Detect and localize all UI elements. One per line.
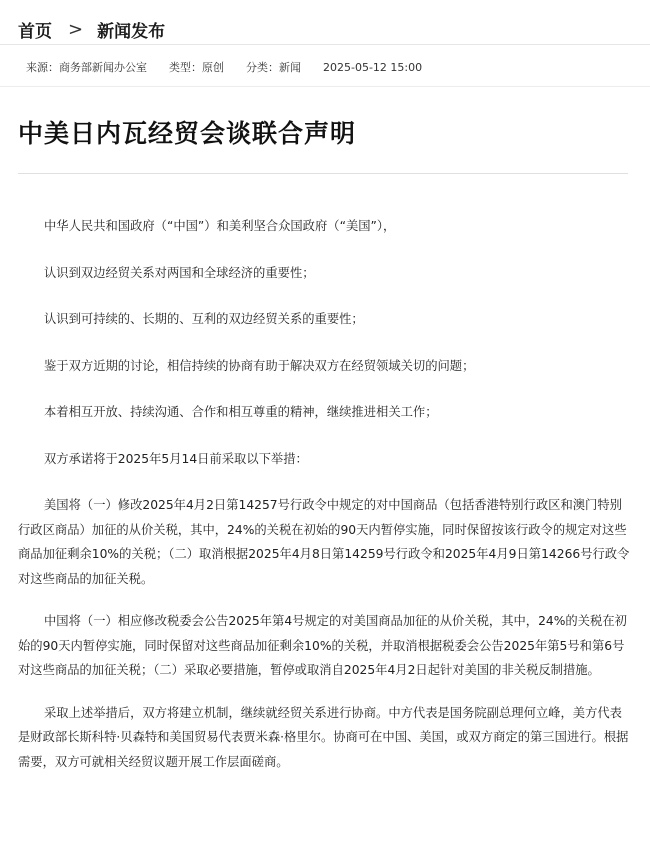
meta-type: 类型：原创: [169, 61, 224, 74]
article-paragraph: 本着相互开放、持续沟通、合作和相互尊重的精神，继续推进相关工作；: [44, 405, 438, 419]
article-paragraph: 认识到可持续的、长期的、互利的双边经贸关系的重要性；: [44, 312, 364, 326]
article-paragraph: 中华人民共和国政府（“中国”）和美利坚合众国政府（“美国”），: [44, 219, 396, 233]
divider: [0, 44, 650, 45]
article-paragraph: 鉴于双方近期的讨论，相信持续的协商有助于解决双方在经贸领域关切的问题；: [44, 358, 475, 373]
title-divider: [18, 173, 628, 174]
breadcrumb-current[interactable]: 新闻发布: [97, 21, 166, 42]
article-paragraph: 双方承诺将于2025年5月14日前采取以下举措：: [44, 451, 308, 466]
meta-datetime: 2025-05-12 15:00: [323, 60, 423, 74]
page-title: 中美日内瓦经贸会谈联合声明: [18, 119, 357, 148]
divider: [0, 86, 650, 87]
meta-category: 分类：新闻: [246, 61, 301, 74]
article-paragraph: 中国将（一）相应修改税委会公告2025年第4号规定的对美国商品加征的从价关税，其中，24%的关税在初始的90天内暂停实施，同时保留对这些商品加征剩余10%的关税，并取消根据税委会公告2025年第5号和第6号对这些商品的加征关税；（二）采取必要措施，暂停或取消自2025年4月2日起针对美国的非关税反制措施。: [18, 614, 627, 677]
chevron-right-icon: >: [68, 18, 84, 40]
breadcrumb-home-link[interactable]: 首页: [18, 21, 52, 42]
article-paragraph: 美国将（一）修改2025年4月2日第14257号行政令中规定的对中国商品（包括香港特别行政区和澳门特别行政区商品）加征的从价关税，其中，24%的关税在初始的90天内暂停实施，同时保留按该行政令的规定对这些商品加征剩余10%的关税；（二）取消根据2025年4月8日第14259号行政令和2025年4月9日第14266号行政令对这些商品的加征关税。: [18, 498, 630, 586]
article-meta: [26, 57, 640, 77]
breadcrumb: [18, 14, 650, 44]
article-paragraph: 采取上述举措后，双方将建立机制，继续就经贸关系进行协商。中方代表是国务院副总理何立峰，美方代表是财政部长斯科特·贝森特和美国贸易代表贾米森·格里尔。协商可在中国、美国，或双方商定的第三国进行。根据需要，双方可就相关经贸议题开展工作层面磋商。: [18, 705, 629, 769]
meta-source: 来源：商务部新闻办公室: [26, 61, 147, 74]
article-paragraph: 认识到双边经贸关系对两国和全球经济的重要性；: [44, 265, 315, 280]
article-body: [18, 214, 630, 774]
